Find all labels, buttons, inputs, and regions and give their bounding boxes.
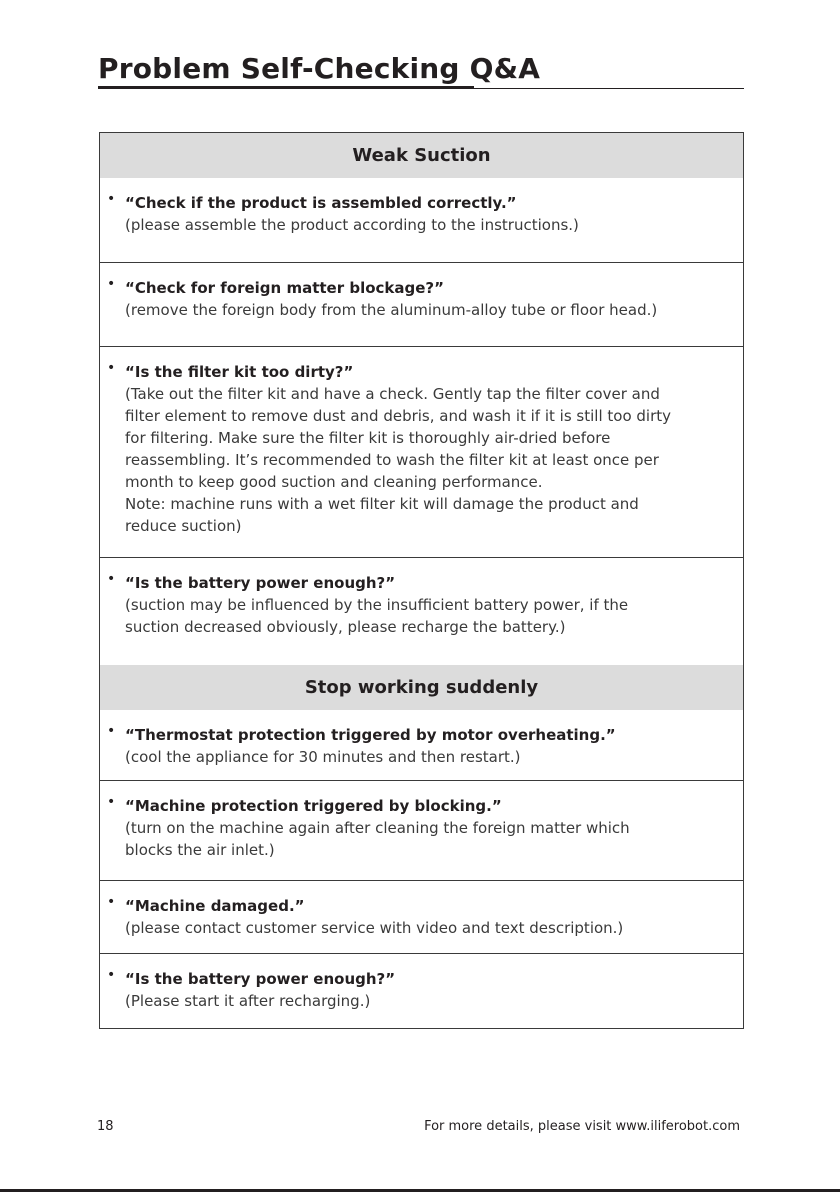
- answer-text: [125, 990, 731, 1012]
- qa-item: [100, 262, 743, 346]
- bullet-icon: •: [107, 191, 116, 207]
- qa-item: [100, 557, 743, 665]
- answer-line: reassembling. It’s recommended to wash the filter kit at least once per: [125, 451, 659, 469]
- qa-item: [100, 346, 743, 557]
- question-text: “Machine protection triggered by blocking.”: [125, 797, 502, 815]
- bullet-icon: •: [107, 723, 116, 739]
- bullet-icon: •: [107, 967, 116, 983]
- answer-line: (Please start it after recharging.): [125, 992, 371, 1010]
- answer-line: suction decreased obviously, please recharge the battery.): [125, 618, 566, 636]
- answer-line: (Take out the filter kit and have a check. Gently tap the filter cover and: [125, 385, 660, 403]
- footer-website-text: For more details, please visit www.iliferobot.com: [424, 1119, 740, 1134]
- bullet-icon: •: [107, 571, 116, 587]
- answer-line: month to keep good suction and cleaning performance.: [125, 473, 543, 491]
- bullet-icon: •: [107, 360, 116, 376]
- qa-item: [100, 953, 743, 1028]
- answer-text: [125, 383, 731, 537]
- title-underline: [98, 86, 474, 89]
- page-number: 18: [97, 1119, 114, 1134]
- qa-table: [99, 132, 744, 1029]
- qa-item: [100, 780, 743, 880]
- answer-line: Note: machine runs with a wet filter kit will damage the product and: [125, 495, 639, 513]
- answer-line: (cool the appliance for 30 minutes and then restart.): [125, 748, 521, 766]
- bullet-icon: •: [107, 894, 116, 910]
- answer-line: reduce suction): [125, 517, 242, 535]
- question-text: “Is the battery power enough?”: [125, 970, 396, 988]
- question-text: “Is the battery power enough?”: [125, 574, 396, 592]
- answer-line: (remove the foreign body from the aluminum-alloy tube or floor head.): [125, 301, 658, 319]
- question-text: “Is the filter kit too dirty?”: [125, 363, 354, 381]
- qa-item: [100, 880, 743, 953]
- answer-text: [125, 299, 731, 321]
- answer-line: blocks the air inlet.): [125, 841, 275, 859]
- question-text: “Check for foreign matter blockage?”: [125, 279, 444, 297]
- answer-line: (suction may be influenced by the insufficient battery power, if the: [125, 596, 629, 614]
- answer-text: [125, 746, 731, 768]
- bullet-icon: •: [107, 276, 116, 292]
- answer-line: filter element to remove dust and debris, and wash it if it is still too dirty: [125, 407, 671, 425]
- answer-line: (please assemble the product according to the instructions.): [125, 216, 579, 234]
- answer-line: (turn on the machine again after cleaning the foreign matter which: [125, 819, 630, 837]
- answer-text: [125, 594, 731, 638]
- question-text: “Thermostat protection triggered by motor overheating.”: [125, 726, 616, 744]
- section-header: Stop working suddenly: [100, 665, 743, 710]
- page-title: Problem Self-Checking Q&A: [98, 52, 541, 85]
- answer-line: (please contact customer service with video and text description.): [125, 919, 624, 937]
- answer-line: for filtering. Make sure the filter kit is thoroughly air-dried before: [125, 429, 611, 447]
- answer-text: [125, 214, 731, 236]
- question-text: “Machine damaged.”: [125, 897, 305, 915]
- answer-text: [125, 817, 731, 861]
- answer-text: [125, 917, 731, 939]
- section-header: Weak Suction: [100, 133, 743, 178]
- qa-item: [100, 178, 743, 262]
- bullet-icon: •: [107, 794, 116, 810]
- qa-item: [100, 710, 743, 780]
- title-rule: [474, 88, 744, 89]
- question-text: “Check if the product is assembled correctly.”: [125, 194, 517, 212]
